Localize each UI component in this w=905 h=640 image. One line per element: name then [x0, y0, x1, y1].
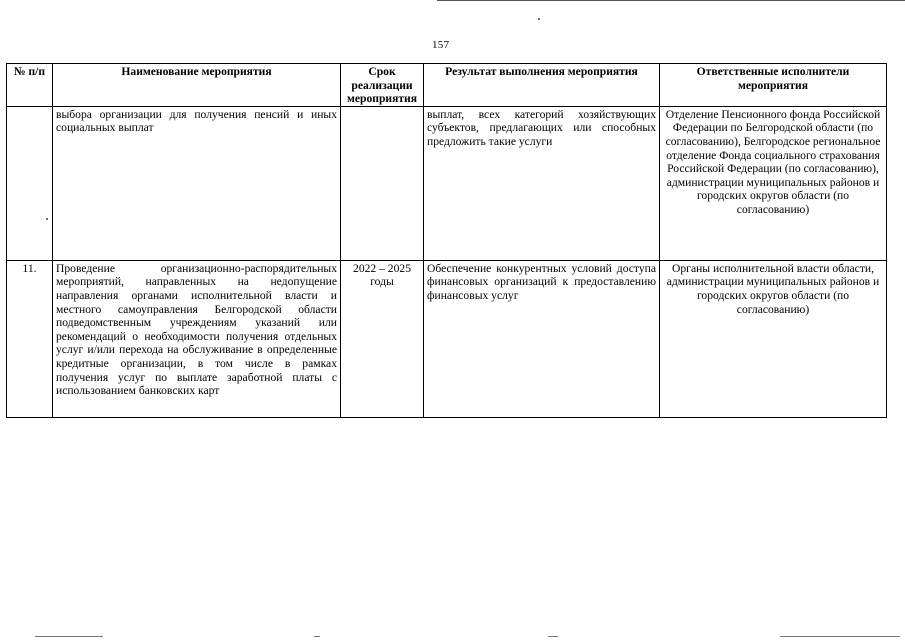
row-number	[7, 106, 53, 260]
measure-responsible: Органы исполнительной власти области, администрации муниципальных районов и городских округов области (по согласованию)	[660, 260, 887, 417]
scan-bottom-mark	[35, 636, 103, 637]
header-num: № п/п	[7, 64, 53, 107]
table-header	[7, 64, 887, 107]
table-row	[7, 260, 887, 417]
measure-name: выбора организации для получения пенсий и иных социальных выплат	[53, 106, 341, 260]
measure-responsible: Отделение Пенсионного фонда Российской Федерации по Белгородской области (по согласованию), Белгородское региональное отделение Фонда социального страхования Российской Федерации (по согласованию), администрации муниципальных районов и городских округов области (по согласованию)	[660, 106, 887, 260]
scan-bottom-mark	[780, 636, 900, 637]
measure-name: Проведение организационно-распорядительных мероприятий, направленных на недопущение направления органами исполнительной власти и местного самоуправления Белгородской области подведомственным учреждениям указаний или рекомендаций о необходимости получения отдельных услуг и/или перехода на обслуживание в определенные кредитные организации, в том числе в рамках получения услуг по выплате заработной платы с использованием банковских карт	[53, 260, 341, 417]
page-number: 157	[432, 39, 450, 51]
measure-term: 2022 – 2025 годы	[341, 260, 424, 417]
measure-result: Обеспечение конкурентных условий доступа финансовых организаций к предоставлению финансовых услуг	[424, 260, 660, 417]
header-name: Наименование мероприятия	[53, 64, 341, 107]
scan-top-rule	[437, 0, 905, 1]
scan-bottom-mark	[548, 636, 558, 637]
header-term: Срок реализации мероприятия	[341, 64, 424, 107]
measures-table	[6, 63, 887, 418]
scan-speck	[538, 18, 540, 20]
header-responsible: Ответственные исполнители мероприятия	[660, 64, 887, 107]
measure-term	[341, 106, 424, 260]
table-row	[7, 106, 887, 260]
header-result: Результат выполнения мероприятия	[424, 64, 660, 107]
scan-bottom-mark	[314, 636, 320, 637]
measure-result: выплат, всех категорий хозяйствующих субъектов, предлагающих или способных предложить такие услуги	[424, 106, 660, 260]
row-number: 11.	[7, 260, 53, 417]
